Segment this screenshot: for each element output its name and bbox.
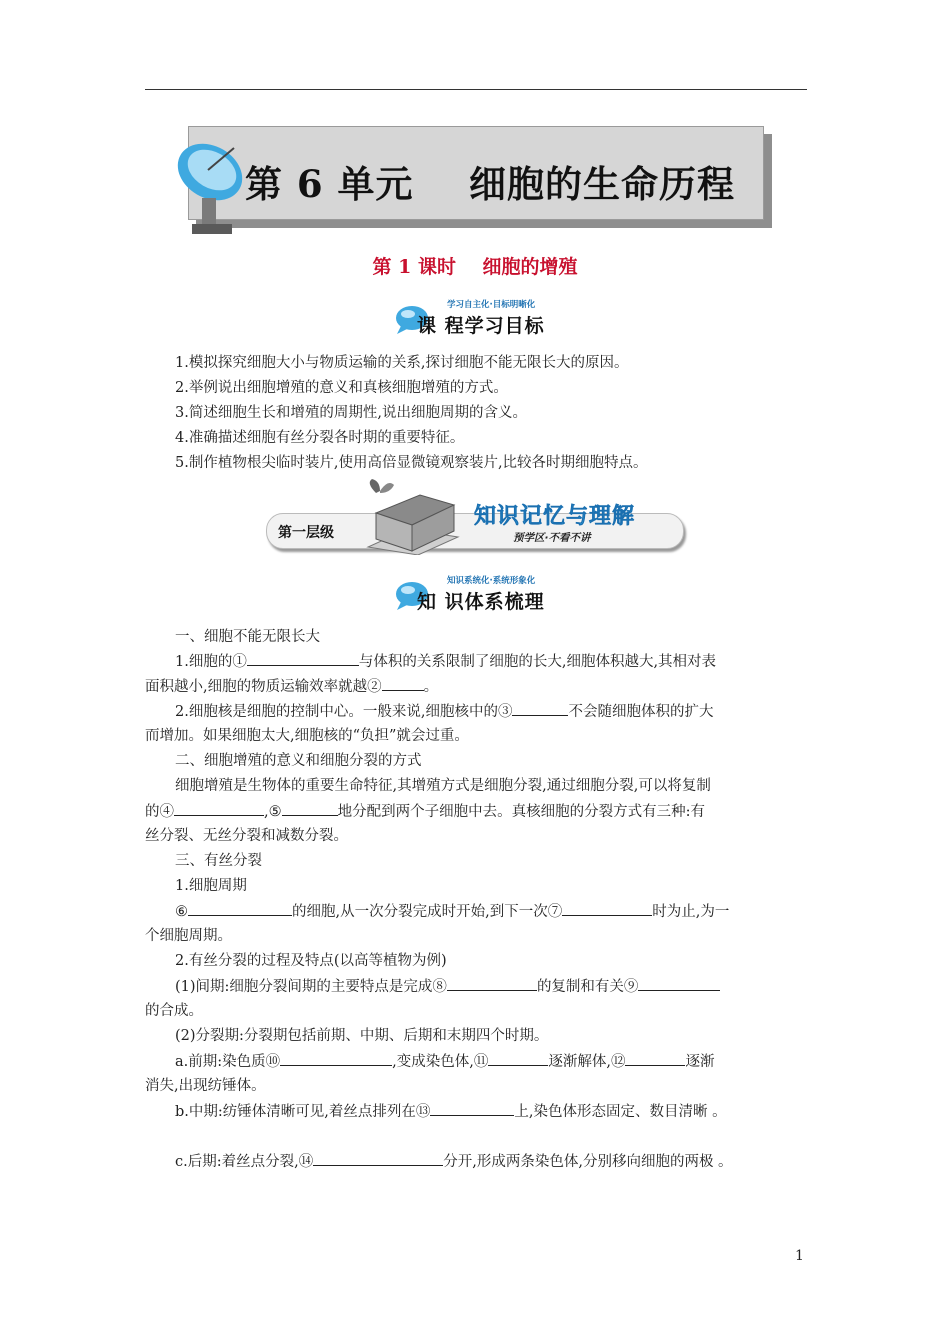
text: 。 [423, 679, 439, 695]
heading-2: 二、细胞增殖的意义和细胞分裂的方式 [175, 753, 422, 769]
fill-blank-7[interactable] [562, 901, 652, 916]
fill-blank-6[interactable] [188, 901, 292, 916]
unit-title: 第 6 单元 细胞的生命历程 [244, 162, 736, 206]
section-heading: 课 程学习目标 [417, 315, 545, 337]
text: c.后期:着丝点分裂,⑭ [175, 1154, 314, 1170]
section-header-objectives [395, 298, 565, 340]
fill-blank-8[interactable] [447, 976, 537, 991]
fill-blank-5[interactable] [282, 801, 338, 816]
para-2-line-1 [175, 701, 713, 722]
text: 时为止,为一 [652, 904, 730, 920]
unit-banner [188, 126, 772, 228]
text: 的④ [145, 804, 174, 820]
text: 分开,形成两条染色体,分别移向细胞的两极 。 [443, 1154, 733, 1170]
fill-blank-14[interactable] [313, 1151, 443, 1166]
text: 地分配到两个子细胞中去。真核细胞的分裂方式有三种:有 [337, 804, 705, 820]
text: 逐渐解体,⑫ [548, 1054, 626, 1070]
para-5-line-1 [175, 976, 720, 997]
text: 的细胞,从一次分裂完成时开始,到下一次⑦ [292, 904, 563, 920]
heading-1: 一、细胞不能无限长大 [175, 629, 320, 645]
text: 的复制和有关⑨ [536, 979, 639, 995]
text: (1)间期:细胞分裂间期的主要特点是完成⑧ [175, 979, 447, 995]
heading-3a: 1.细胞周期 [175, 878, 247, 894]
text: 不会随细胞体积的扩大 [568, 704, 714, 720]
text: 上,染色体形态固定、数目清晰 。 [514, 1104, 727, 1120]
fill-blank-4[interactable] [174, 801, 264, 816]
fill-blank-1[interactable] [247, 651, 359, 666]
para-1-line-1 [175, 651, 716, 672]
level-heading: 知识记忆与理解 [474, 504, 636, 529]
fill-blank-13[interactable] [430, 1101, 514, 1116]
para-7-line-2: 消失,出现纺锤体。 [145, 1078, 266, 1094]
objective-1: 1.模拟探究细胞大小与物质运输的关系,探讨细胞不能无限长大的原因。 [175, 355, 629, 371]
text: b.中期:纺锤体清晰可见,着丝点排列在⑬ [175, 1104, 431, 1120]
text: 1.细胞的① [175, 654, 247, 670]
para-2-line-2: 而增加。如果细胞太大,细胞核的“负担”就会过重。 [145, 728, 469, 744]
para-9 [175, 1151, 733, 1172]
fill-blank-2[interactable] [382, 676, 424, 691]
text: a.前期:染色质⑩ [175, 1054, 281, 1070]
para-4-line-1 [175, 901, 729, 922]
section-small-caption: 学习自主化·目标明晰化 [447, 300, 536, 310]
text: ,变成染色体,⑪ [392, 1054, 489, 1070]
heading-3b: 2.有丝分裂的过程及特点(以高等植物为例) [175, 953, 447, 969]
section-heading: 知 识体系梳理 [417, 591, 545, 613]
fill-blank-12[interactable] [625, 1051, 685, 1066]
fill-blank-9[interactable] [638, 976, 720, 991]
fill-blank-3[interactable] [512, 701, 568, 716]
text: ,⑤ [264, 804, 282, 820]
para-4-line-2: 个细胞周期。 [145, 928, 232, 944]
heading-3: 三、有丝分裂 [175, 853, 262, 869]
para-3-line-2 [145, 801, 705, 822]
para-3-line-1: 细胞增殖是生物体的重要生命特征,其增殖方式是细胞分裂,通过细胞分裂,可以将复制 [175, 778, 711, 794]
objective-4: 4.准确描述细胞有丝分裂各时期的重要特征。 [175, 430, 465, 446]
para-5-line-2: 的合成。 [145, 1003, 203, 1019]
top-rule [145, 89, 807, 90]
text: 与体积的关系限制了细胞的长大,细胞体积越大,其相对表 [358, 654, 717, 670]
objective-2: 2.举例说出细胞增殖的意义和真核细胞增殖的方式。 [175, 380, 508, 396]
para-1-line-2 [145, 676, 438, 697]
book-butterfly-icon [358, 477, 468, 555]
section-header-knowledge [395, 574, 565, 616]
level-label: 第一层级 [278, 525, 334, 541]
para-7-line-1 [175, 1051, 714, 1072]
para-6: (2)分裂期:分裂期包括前期、中期、后期和末期四个时期。 [175, 1028, 549, 1044]
fill-blank-10[interactable] [280, 1051, 392, 1066]
level-banner [266, 477, 686, 555]
text: ⑥ [175, 904, 188, 920]
lesson-title: 第 1 课时 细胞的增殖 [372, 256, 578, 278]
objective-5: 5.制作植物根尖临时装片,使用高倍显微镜观察装片,比较各时期细胞特点。 [175, 455, 648, 471]
level-subtitle: 预学区·不看不讲 [513, 532, 591, 544]
fill-blank-11[interactable] [488, 1051, 548, 1066]
page-number: 1 [795, 1248, 804, 1264]
para-8 [175, 1101, 727, 1122]
text: 2.细胞核是细胞的控制中心。一般来说,细胞核中的③ [175, 704, 513, 720]
text: 面积越小,细胞的物质运输效率就越② [145, 679, 382, 695]
para-3-line-3: 丝分裂、无丝分裂和减数分裂。 [145, 828, 348, 844]
satellite-dish-icon [172, 140, 252, 240]
text: 逐渐 [685, 1054, 715, 1070]
objective-3: 3.简述细胞生长和增殖的周期性,说出细胞周期的含义。 [175, 405, 527, 421]
section-small-caption: 知识系统化·系统形象化 [447, 576, 536, 586]
